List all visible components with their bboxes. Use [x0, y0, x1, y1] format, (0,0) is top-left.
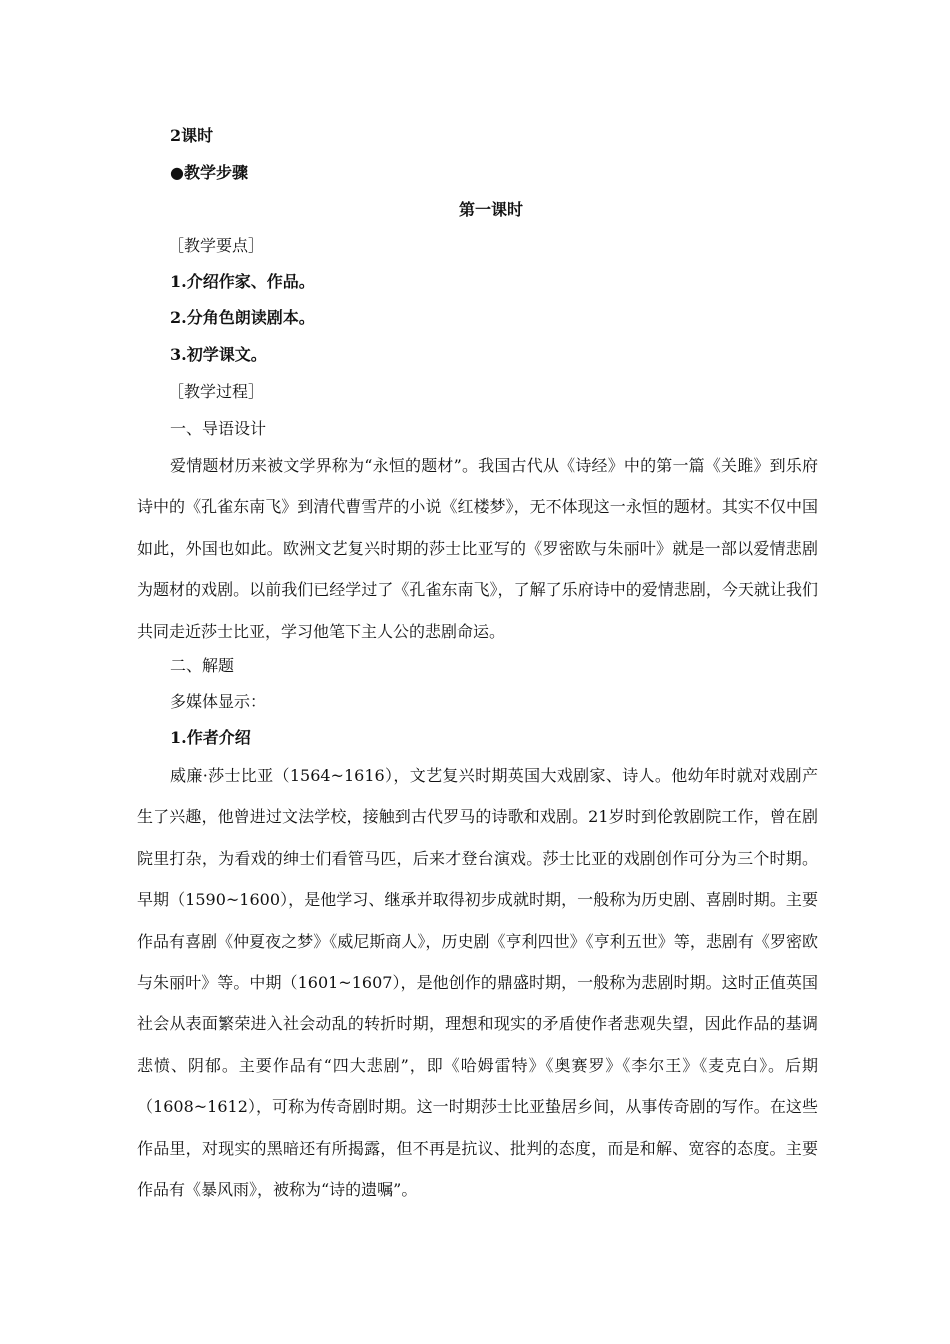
process-heading: ［教学过程］	[168, 382, 265, 401]
key-point-item: 2.分角色朗读剧本。	[170, 308, 315, 327]
author-heading: 1.作者介绍	[170, 728, 251, 747]
lesson-hours: 2课时	[170, 126, 214, 145]
section-heading-intro: 一、导语设计	[170, 419, 267, 438]
multimedia-label: 多媒体显示：	[170, 692, 267, 711]
key-point-item: 1.介绍作家、作品。	[170, 272, 315, 291]
key-points-heading: ［教学要点］	[168, 236, 265, 255]
intro-paragraph: 爱情题材历来被文学界称为“永恒的题材”。我国古代从《诗经》中的第一篇《关雎》到乐府诗中的《孔雀东南飞》到清代曹雪芹的小说《红楼梦》，无不体现这一永恒的题材。其实不仅中国如此，外国也如此。欧洲文艺复兴时期的莎士比亚写的《罗密欧与朱丽叶》就是一部以爱情悲剧为题材的戏剧。以前我们已经学过了《孔雀东南飞》，了解了乐府诗中的爱情悲剧，今天就让我们共同走近莎士比亚，学习他笔下主人公的悲剧命运。	[137, 456, 818, 641]
steps-heading: ●教学步骤	[170, 163, 248, 182]
section-heading-title-analysis: 二、解题	[170, 656, 235, 675]
author-paragraph: 威廉·莎士比亚（1564~1616），文艺复兴时期英国大戏剧家、诗人。他幼年时就对戏剧产生了兴趣，他曾进过文法学校，接触到古代罗马的诗歌和戏剧。21岁时到伦敦剧院工作，曾在剧院里打杂，为看戏的绅士们看管马匹，后来才登台演戏。莎士比亚的戏剧创作可分为三个时期。早期（1590~1600），是他学习、继承并取得初步成就时期，一般称为历史剧、喜剧时期。主要作品有喜剧《仲夏夜之梦》《威尼斯商人》，历史剧《亨利四世》《亨利五世》等，悲剧有《罗密欧与朱丽叶》等。中期（1601~1607），是他创作的鼎盛时期，一般称为悲剧时期。这时正值英国社会从表面繁荣进入社会动乱的转折时期，理想和现实的矛盾使作者悲观失望，因此作品的基调悲愤、阴郁。主要作品有“四大悲剧”，即《哈姆雷特》《奥赛罗》《李尔王》《麦克白》。后期（1608~1612），可称为传奇剧时期。这一时期莎士比亚蛰居乡间，从事传奇剧的写作。在这些作品里，对现实的黑暗还有所揭露，但不再是抗议、批判的态度，而是和解、宽容的态度。主要作品有《暴风雨》，被称为“诗的遗嘱”。	[137, 766, 818, 1200]
lesson-title: 第一课时	[458, 200, 523, 219]
key-point-item: 3.初学课文。	[170, 345, 267, 364]
